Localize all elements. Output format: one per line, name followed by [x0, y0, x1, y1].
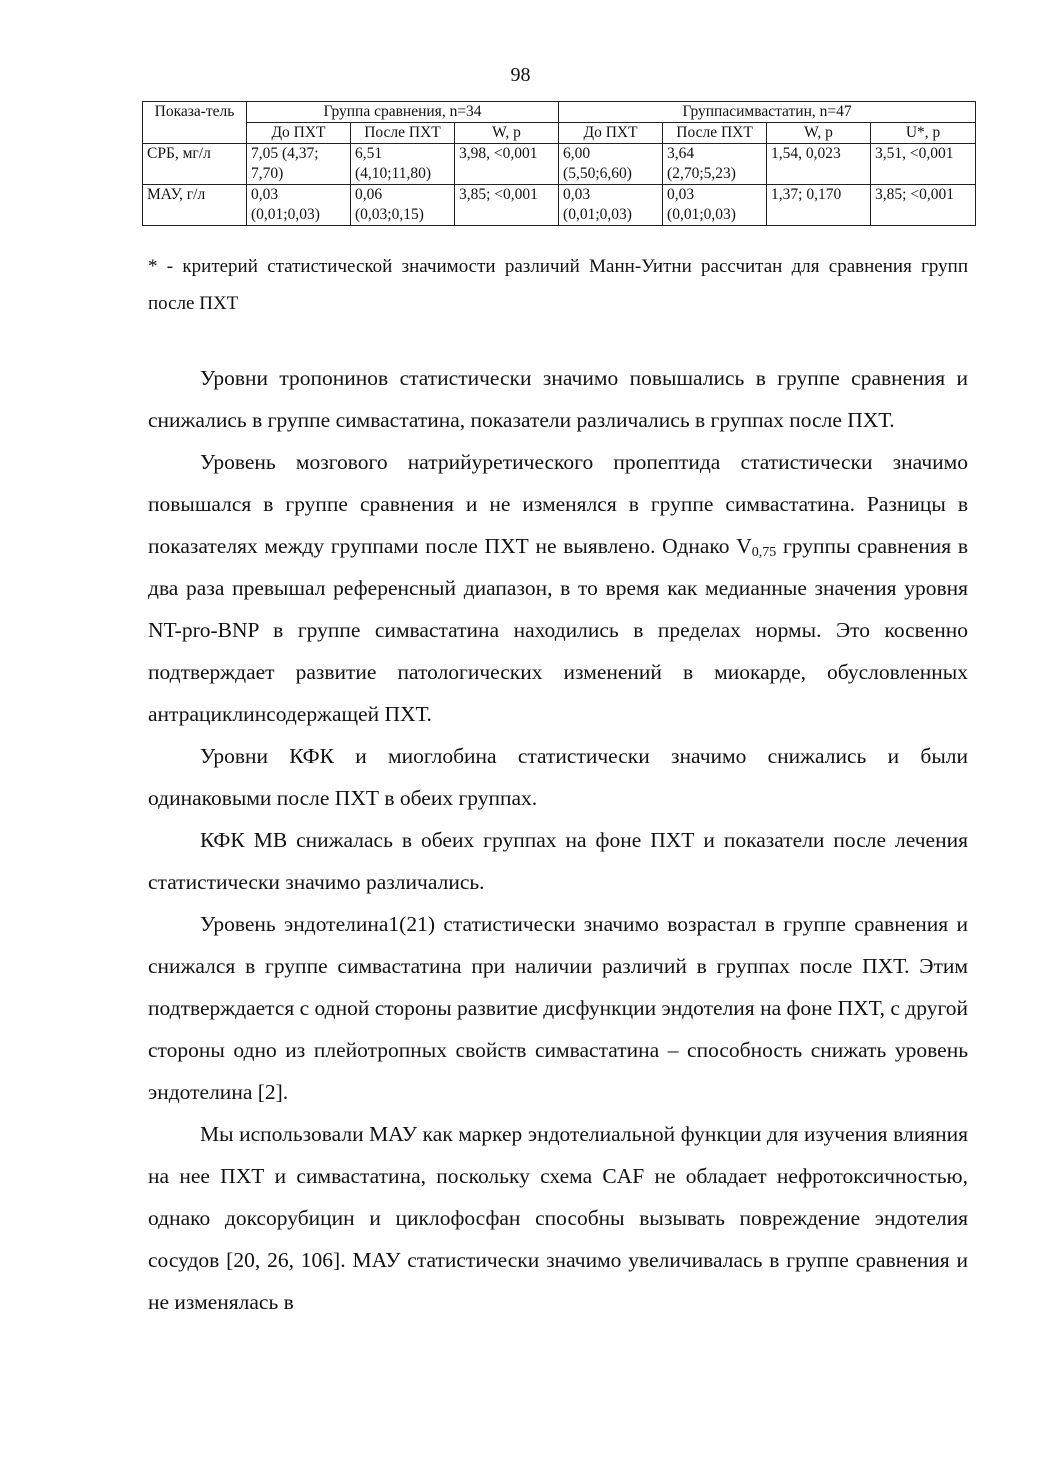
table-row — [143, 144, 976, 185]
subheader-comparison-after: После ПХТ — [351, 123, 455, 144]
table-footnote: * - критерий статистической значимости различий Манн-Уитни рассчитан для сравнения групп после ПХТ — [148, 256, 968, 314]
subheader-comparison-w: W, p — [455, 123, 559, 144]
paragraph-cpk-myoglobin: Уровни КФК и миоглобина статистически значимо снижались и были одинаковыми после ПХТ в обеих группах. — [148, 744, 968, 810]
paragraph-bnp-part2: группы сравнения в два раза превышал референсный диапазон, в то время как медианные значения уровня NT-pro-BNP в группе симвастатина находились в пределах нормы. Это косвенно подтверждает развитие патологических изменений в миокарде, обусловленных антрациклинсодержащей ПХТ. — [148, 534, 968, 726]
paragraph-bnp — [148, 441, 968, 735]
paragraph-troponins: Уровни тропонинов статистически значимо повышались в группе сравнения и снижались в группе симвастатина, показатели различались в группах после ПХТ. — [148, 366, 968, 432]
table-header-row — [143, 102, 976, 123]
table-subheader-row — [143, 123, 976, 144]
paragraph-microalbuminuria: Мы использовали МАУ как маркер эндотелиальной функции для изучения влияния на нее ПХТ и симвастатина, поскольку схема CAF не обладает нефротоксичностью, однако доксорубицин и циклофосфан способны вызывать повреждение эндотелия сосудов [20, 26, 106]. МАУ статистически значимо увеличивалась в группе сравнения и не изменялась в — [148, 1122, 968, 1314]
cell-comparison-before: 0,03 (0,01;0,03) — [247, 185, 351, 226]
cell-comparison-before: 7,05 (4,37; 7,70) — [247, 144, 351, 185]
table-row — [143, 185, 976, 226]
subheader-simvastatin-after: После ПХТ — [663, 123, 767, 144]
cell-comparison-after: 6,51 (4,10;11,80) — [351, 144, 455, 185]
subheader-u: U*, p — [871, 123, 976, 144]
cell-simvastatin-after: 3,64 (2,70;5,23) — [663, 144, 767, 185]
cell-simvastatin-before: 0,03 (0,01;0,03) — [559, 185, 663, 226]
cell-simvastatin-after: 0,03 (0,01;0,03) — [663, 185, 767, 226]
paragraph-cpk-mb: КФК МВ снижалась в обеих группах на фоне ПХТ и показатели после лечения статистически значимо различались. — [148, 828, 968, 894]
cell-comparison-w: 3,98, <0,001 — [455, 144, 559, 185]
paragraph-bnp-subscript: 0,75 — [751, 545, 777, 560]
subheader-comparison-before: До ПХТ — [247, 123, 351, 144]
cell-simvastatin-w: 1,37; 0,170 — [767, 185, 871, 226]
header-indicator: Показа-тель — [143, 102, 247, 144]
cell-u: 3,51, <0,001 — [871, 144, 976, 185]
cell-simvastatin-before: 6,00 (5,50;6,60) — [559, 144, 663, 185]
subheader-simvastatin-w: W, p — [767, 123, 871, 144]
cell-comparison-w: 3,85; <0,001 — [455, 185, 559, 226]
cell-u: 3,85; <0,001 — [871, 185, 976, 226]
cell-indicator: МАУ, г/л — [143, 185, 247, 226]
paragraph-endothelin: Уровень эндотелина1(21) статистически значимо возрастал в группе сравнения и снижался в группе симвастатина при наличии различий в группах после ПХТ. Этим подтверждается с одной стороны развитие дисфункции эндотелия на фоне ПХТ, с другой стороны одно из плейотропных свойств симвастатина – способность снижать уровень эндотелина [2]. — [148, 912, 968, 1104]
cell-simvastatin-w: 1,54, 0,023 — [767, 144, 871, 185]
subheader-simvastatin-before: До ПХТ — [559, 123, 663, 144]
cell-indicator: СРБ, мг/л — [143, 144, 247, 185]
cell-comparison-after: 0,06 (0,03;0,15) — [351, 185, 455, 226]
results-table — [142, 101, 976, 226]
body-text — [148, 357, 968, 1323]
page-number: 98 — [510, 64, 531, 86]
header-group-simvastatin: Группасимвастатин, n=47 — [559, 102, 976, 123]
paragraph-bnp-part1: Уровень мозгового натрийуретического пропептида статистически значимо повышался в группе сравнения и не изменялся в группе симвастатина. Разницы в показателях между группами после ПХТ не выявлено. Однако V — [148, 450, 968, 558]
header-group-comparison: Группа сравнения, n=34 — [247, 102, 559, 123]
